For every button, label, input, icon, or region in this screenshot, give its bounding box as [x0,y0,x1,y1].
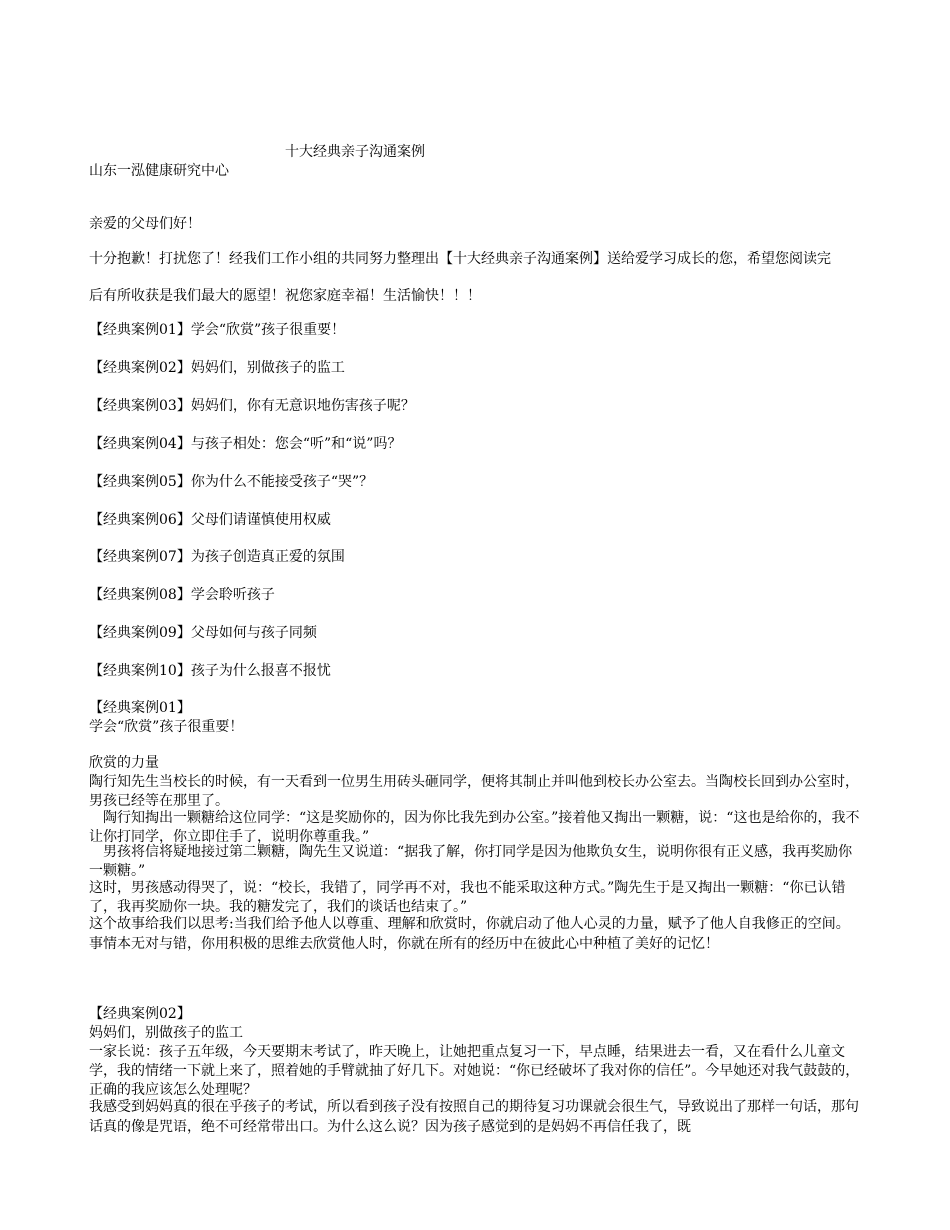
case1-subtitle: 学会“欣赏”孩子很重要！ [89,719,244,735]
case1-section-title: 欣赏的力量 [89,755,159,771]
document-title: 十大经典亲子沟通案例 [285,144,425,160]
toc-item-06: 【经典案例06】父母们请谨慎使用权威 [89,512,331,528]
case1-heading: 【经典案例01】 [89,700,191,716]
toc-item-01: 【经典案例01】学会“欣赏”孩子很重要！ [89,322,346,338]
toc-item-07: 【经典案例07】为孩子创造真正爱的氛围 [89,549,345,565]
case2-subtitle: 妈妈们，别做孩子的监工 [89,1025,243,1041]
case2-paragraph-2: 我感受到妈妈真的很在乎孩子的考试，所以看到孩子没有按照自己的期待复习功课就会很生气，导致说出了那样一句话，那句话真的像是咒语，绝不可经常带出口。为什么这么说？因为孩子感觉到的是妈妈不再信任我了，既 [89,1099,859,1135]
toc-item-05: 【经典案例05】你为什么不能接受孩子“哭”？ [89,474,374,490]
organization-name: 山东一泓健康研究中心 [89,163,229,179]
toc-item-02: 【经典案例02】妈妈们，别做孩子的监工 [89,360,345,376]
toc-item-03: 【经典案例03】妈妈们，你有无意识地伤害孩子呢？ [89,398,415,414]
toc-item-04: 【经典案例04】与孩子相处：您会“听”和“说”吗？ [89,436,402,452]
case1-paragraph-5: 这个故事给我们以思考:当我们给予他人以尊重、理解和欣赏时，你就启动了他人心灵的力量，赋予了他人自我修正的空间。事情本无对与错，你用积极的思维去欣赏他人时，你就在所有的经历中在彼此心中种植了美好的记忆！ [89,916,850,952]
toc-item-09: 【经典案例09】父母如何与孩子同频 [89,625,317,641]
case2-heading: 【经典案例02】 [89,1006,191,1022]
toc-item-08: 【经典案例08】学会聆听孩子 [89,587,275,603]
case2-paragraph-1: 一家长说：孩子五年级，今天要期末考试了，昨天晚上，让她把重点复习一下，早点睡，结果进去一看，又在看什么儿童文学，我的情绪一下就上来了，照着她的手臂就抽了好几下。对她说：“你已经破坏了我对你的信任”。今早她还对我气鼓鼓的，正确的我应该怎么处理呢？ [89,1044,860,1098]
greeting: 亲爱的父母们好！ [89,216,201,232]
case1-paragraph-4: 这时，男孩感动得哭了，说：“校长，我错了，同学再不对，我也不能采取这种方式。”陶先生于是又掏出一颗糖：“你已认错了，我再奖励你一块。我的糖发完了，我们的谈话也结束了。” [89,880,846,915]
case1-paragraph-2: 陶行知掏出一颗糖给这位同学：“这是奖励你的，因为你比我先到办公室。”接着他又掏出一颗糖，说：“这也是给你的，我不让你打同学，你立即住手了，说明你尊重我。” [89,810,860,845]
case1-paragraph-3: 男孩将信将疑地接过第二颗糖，陶先生又说道：“据我了解，你打同学是因为他欺负女生，说明你很有正义感，我再奖励你一颗糖。” [89,844,853,879]
case1-paragraph-1: 陶行知先生当校长的时候，有一天看到一位男生用砖头砸同学，便将其制止并叫他到校长办公室去。当陶校长回到办公室时，男孩已经等在那里了。 [89,774,859,809]
intro-line-1: 十分抱歉！打扰您了！经我们工作小组的共同努力整理出【十大经典亲子沟通案例】送给爱学习成长的您，希望您阅读完 [89,251,831,267]
toc-item-10: 【经典案例10】孩子为什么报喜不报忧 [89,663,331,679]
intro-line-2: 后有所收获是我们最大的愿望！祝您家庭幸福！生活愉快！！！ [89,288,481,304]
